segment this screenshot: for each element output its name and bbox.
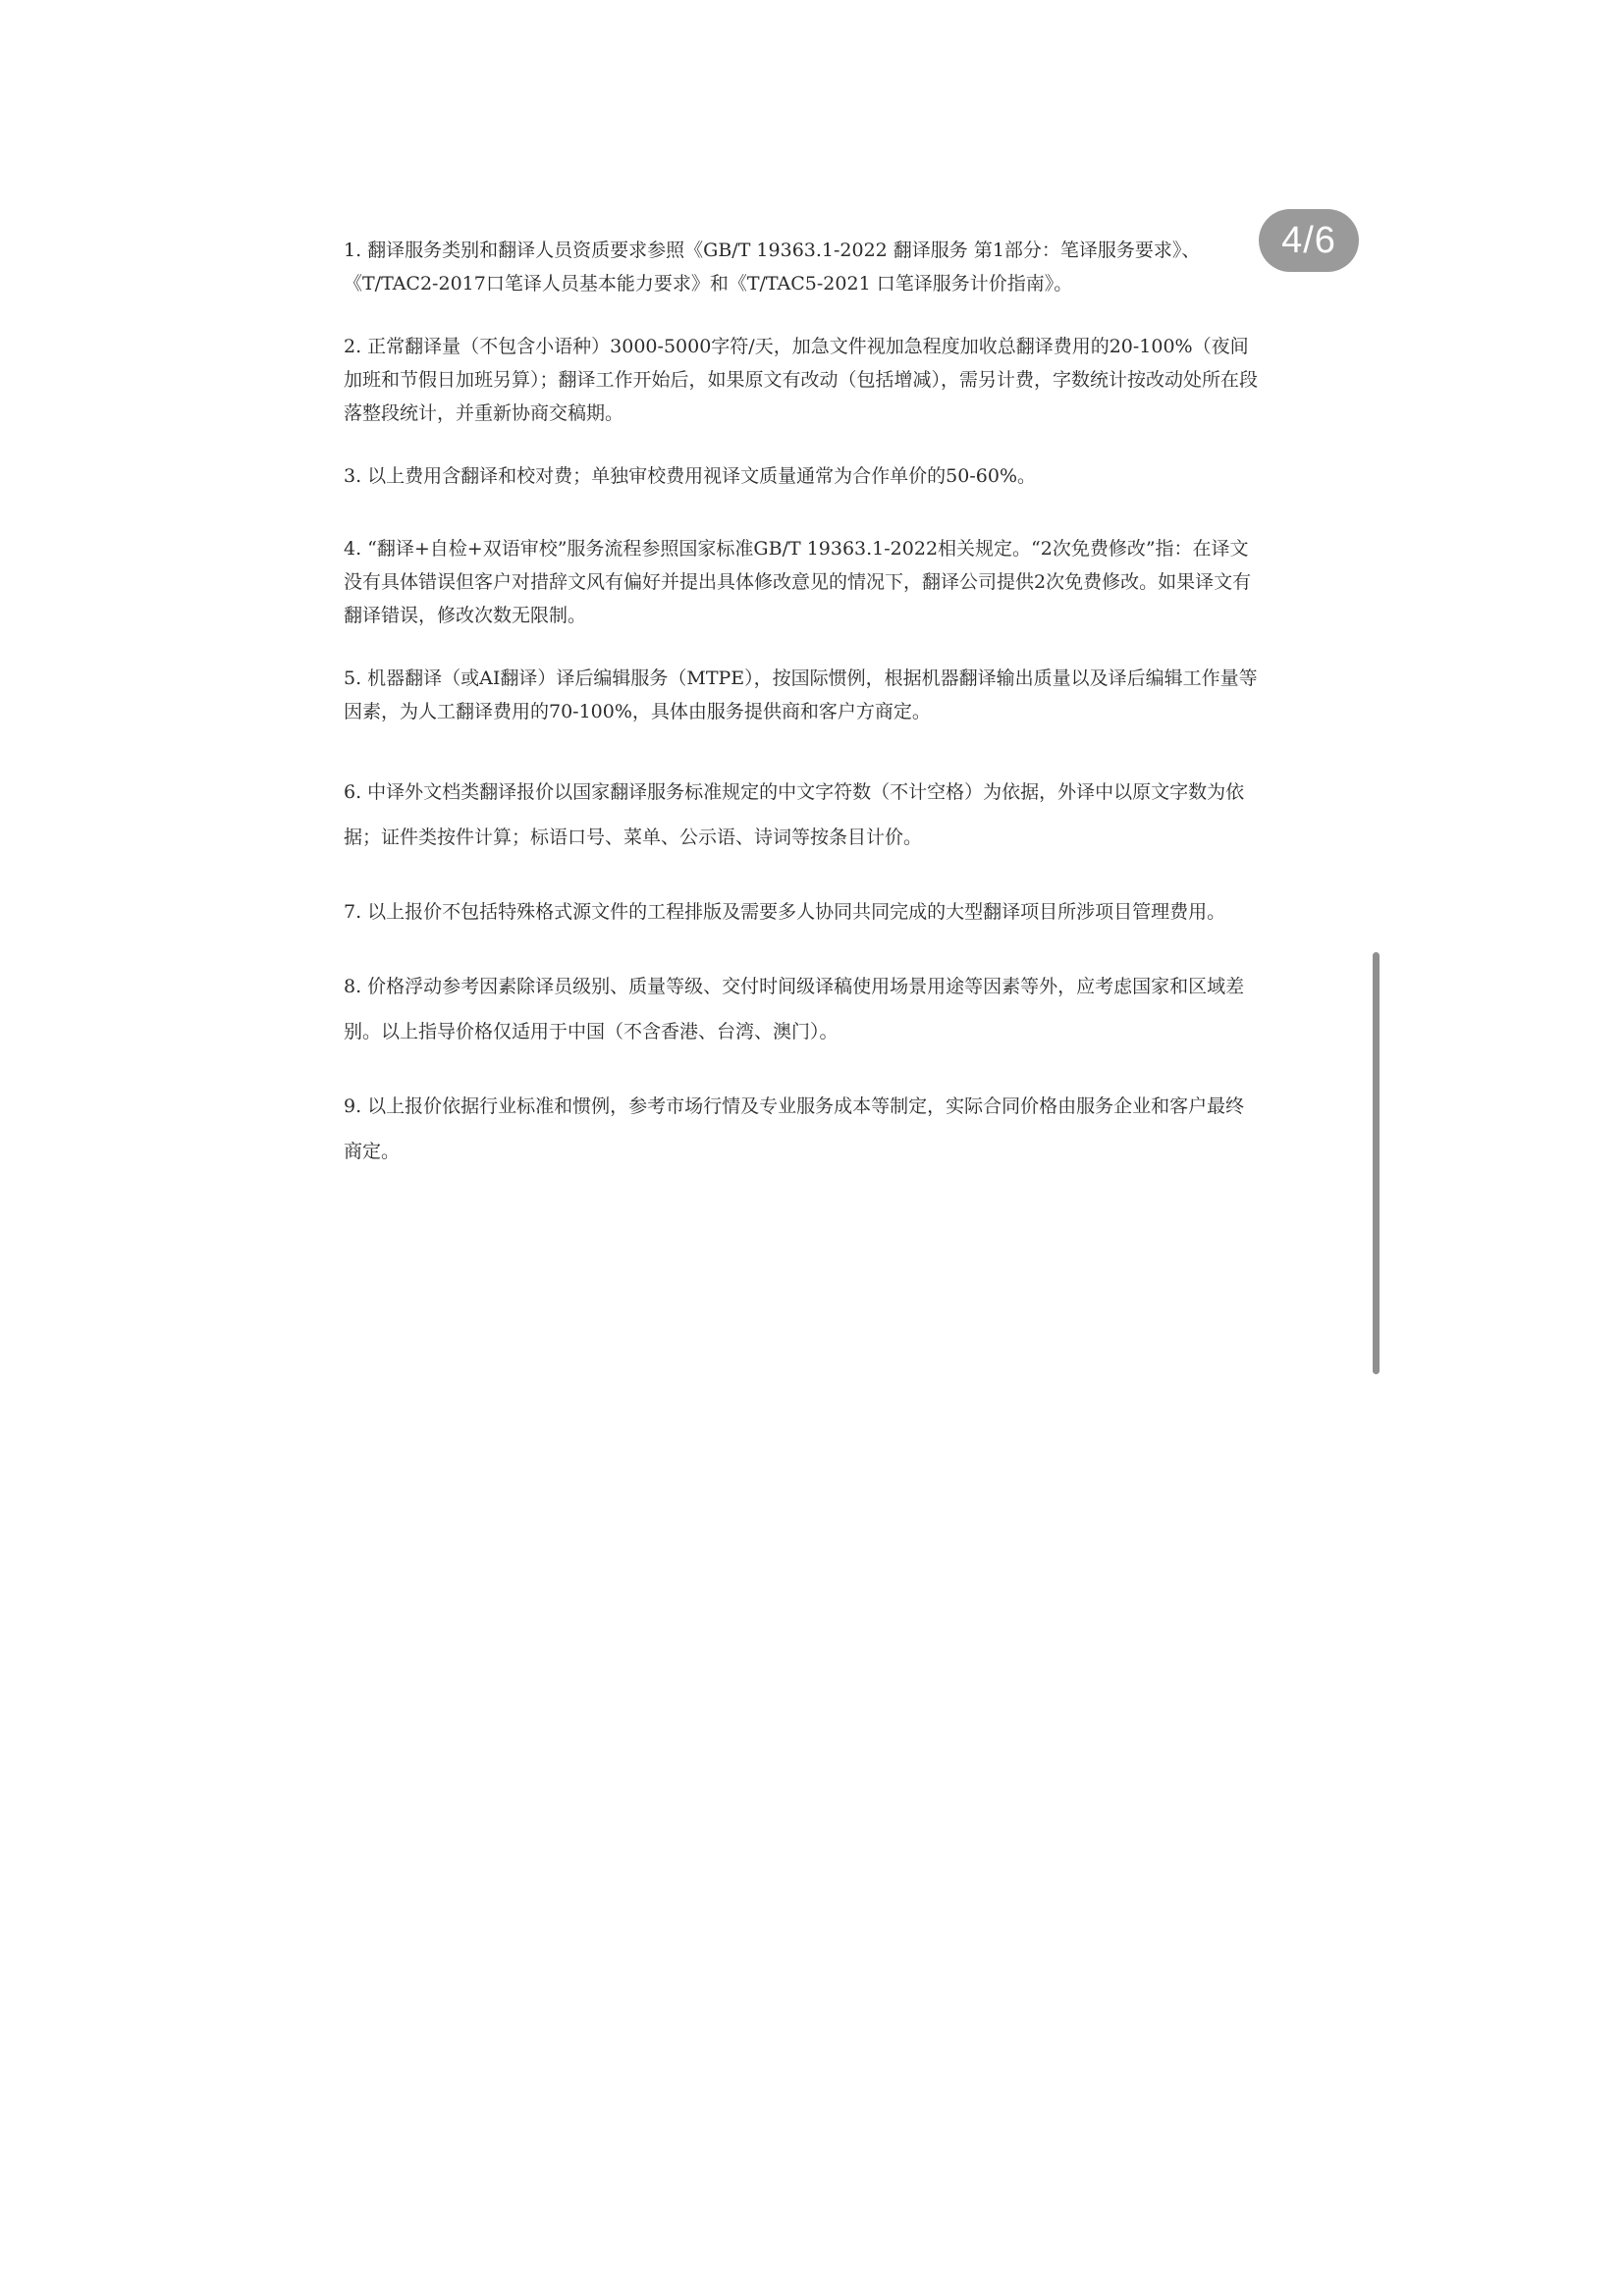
note-item-6: 6. 中译外文档类翻译报价以国家翻译服务标准规定的中文字符数（不计空格）为依据，外译中以原文字数为依据；证件类按件计算；标语口号、菜单、公示语、诗词等按条目计价。: [344, 781, 1245, 848]
note-item-7: 7. 以上报价不包括特殊格式源文件的工程排版及需要多人协同共同完成的大型翻译项目所涉项目管理费用。: [344, 901, 1226, 923]
note-item-3: 3. 以上费用含翻译和校对费；单独审校费用视译文质量通常为合作单价的50-60%。: [344, 465, 1036, 487]
note-item-4: 4. “翻译+自检+双语审校”服务流程参照国家标准GB/T 19363.1-2022相关规定。“2次免费修改”指：在译文没有具体错误但客户对措辞文风有偏好并提出具体修改意见的情况下，翻译公司提供2次免费修改。如果译文有翻译错误，修改次数无限制。: [344, 538, 1252, 626]
vertical-scrollbar[interactable]: [1373, 952, 1380, 1374]
document-page: [344, 234, 1262, 1174]
note-item-8: 8. 价格浮动参考因素除译员级别、质量等级、交付时间级译稿使用场景用途等因素等外，应考虑国家和区域差别。以上指导价格仅适用于中国（不含香港、台湾、澳门）。: [344, 976, 1245, 1042]
note-item-2: 2. 正常翻译量（不包含小语种）3000-5000字符/天，加急文件视加急程度加收总翻译费用的20-100%（夜间加班和节假日加班另算）；翻译工作开始后，如果原文有改动（包括增减），需另计费，字数统计按改动处所在段落整段统计，并重新协商交稿期。: [344, 336, 1259, 424]
page-indicator: 4/6: [1259, 209, 1359, 272]
note-item-9: 9. 以上报价依据行业标准和惯例，参考市场行情及专业服务成本等制定，实际合同价格由服务企业和客户最终商定。: [344, 1095, 1245, 1162]
note-item-5: 5. 机器翻译（或AI翻译）译后编辑服务（MTPE），按国际惯例，根据机器翻译输出质量以及译后编辑工作量等因素，为人工翻译费用的70-100%，具体由服务提供商和客户方商定。: [344, 667, 1258, 722]
note-item-1: 1. 翻译服务类别和翻译人员资质要求参照《GB/T 19363.1-2022 翻译服务 第1部分：笔译服务要求》、《T/TAC2-2017口笔译人员基本能力要求》和《T/TAC5-2021 口笔译服务计价指南》。: [344, 240, 1201, 294]
